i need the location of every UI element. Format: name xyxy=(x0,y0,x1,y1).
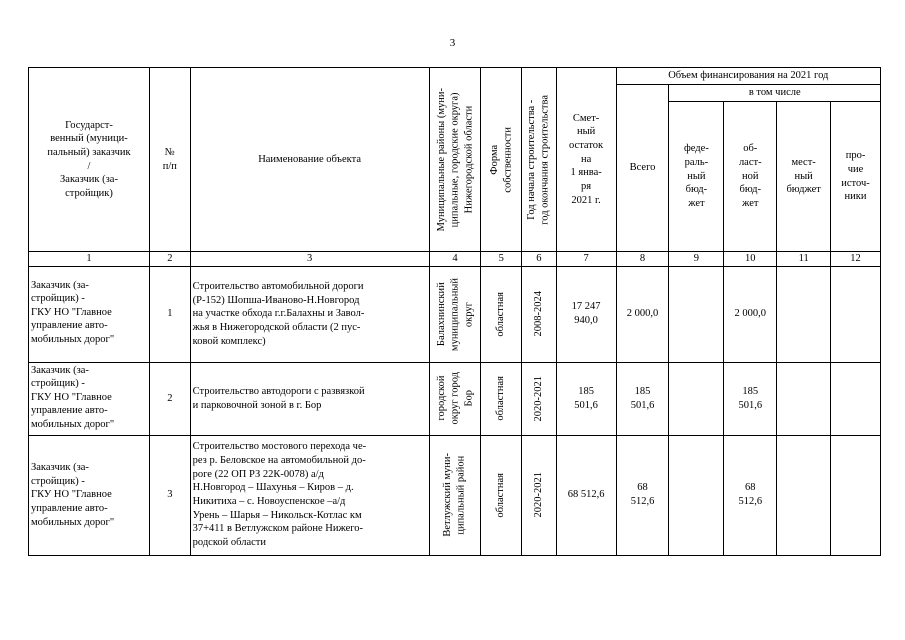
header-districts xyxy=(429,68,481,252)
header-districts-text: Муниципальные районы (муни- ципальные, городские округа) Нижегородской области xyxy=(435,87,474,232)
table-row xyxy=(29,435,881,555)
row-other xyxy=(831,435,881,555)
header-other: про- чие источ- ники xyxy=(831,102,881,252)
row-number: 1 xyxy=(149,266,190,362)
row-other xyxy=(831,266,881,362)
row-district-text: Балахнинский муниципальный округ xyxy=(435,277,474,351)
header-object-name: Наименование объекта xyxy=(190,68,429,252)
header-local: мест- ный бюджет xyxy=(777,102,831,252)
header-total: Всего xyxy=(616,85,669,252)
column-number-row xyxy=(29,252,881,267)
row-ownership-text: областная xyxy=(495,472,507,518)
header-number: № п/п xyxy=(149,68,190,252)
column-number: 12 xyxy=(831,252,881,267)
row-number: 2 xyxy=(149,362,190,435)
header-federal: феде- раль- ный бюд- жет xyxy=(669,102,724,252)
header-ownership-text: Форма собственности xyxy=(488,126,514,193)
financing-table xyxy=(28,67,881,556)
row-ownership xyxy=(481,266,522,362)
table-row xyxy=(29,266,881,362)
row-years xyxy=(522,266,557,362)
row-federal xyxy=(669,435,724,555)
row-district-text: Ветлужский муни- ципальный район xyxy=(442,453,467,537)
row-ownership xyxy=(481,362,522,435)
column-number: 10 xyxy=(724,252,777,267)
row-object-name: Строительство мостового перехода че- рез р. Беловское на автомобильной до- роге (22 ОП РЗ 22К-0078) а/д Н.Новгород – Шахунья – Киров – д. Никитиха – с. Новоуспенское –а/д Урень – Шарья – Никольск-Котлас км 37+411 в Ветлужском районе Нижего- родской области xyxy=(190,435,429,555)
header-customer: Государст- венный (муници- пальный) заказчик / Заказчик (за- стройщик) xyxy=(29,68,150,252)
row-other xyxy=(831,362,881,435)
column-number: 2 xyxy=(149,252,190,267)
header-years-text: Год начала строительства - год окончания строительства xyxy=(526,94,551,225)
header-remaining: Смет- ный остаток на 1 янва- ря 2021 г. xyxy=(556,68,616,252)
column-number: 9 xyxy=(669,252,724,267)
row-customer: Заказчик (за- стройщик) - ГКУ НО "Главное управление авто- мобильных дорог" xyxy=(29,435,150,555)
header-years xyxy=(522,68,557,252)
row-district xyxy=(429,266,481,362)
row-years-text: 2020-2021 xyxy=(533,375,544,422)
row-ownership-text: областная xyxy=(495,291,507,337)
column-number: 7 xyxy=(556,252,616,267)
header-ownership xyxy=(481,68,522,252)
row-remaining: 17 247 940,0 xyxy=(556,266,616,362)
row-number: 3 xyxy=(149,435,190,555)
row-remaining: 185 501,6 xyxy=(556,362,616,435)
row-customer: Заказчик (за- стройщик) - ГКУ НО "Главное управление авто- мобильных дорог" xyxy=(29,266,150,362)
row-customer: Заказчик (за- стройщик) - ГКУ НО "Главное управление авто- мобильных дорог" xyxy=(29,362,150,435)
column-number: 3 xyxy=(190,252,429,267)
row-years-text: 2008-2024 xyxy=(533,291,544,337)
row-total: 68 512,6 xyxy=(616,435,669,555)
row-federal xyxy=(669,266,724,362)
column-number: 5 xyxy=(481,252,522,267)
row-ownership xyxy=(481,435,522,555)
row-remaining: 68 512,6 xyxy=(556,435,616,555)
row-years xyxy=(522,435,557,555)
column-number: 6 xyxy=(522,252,557,267)
row-object-name: Строительство автомобильной дороги (Р-152) Шопша-Иваново-Н.Новгород на участке обхода г.г.Балахны и Завол- жья в Нижегородской области (2 пус- ковой комплекс) xyxy=(190,266,429,362)
row-total: 2 000,0 xyxy=(616,266,669,362)
row-ownership-text: областная xyxy=(495,376,507,421)
row-total: 185 501,6 xyxy=(616,362,669,435)
row-regional: 2 000,0 xyxy=(724,266,777,362)
row-regional: 185 501,6 xyxy=(724,362,777,435)
header-funding-title: Объем финансирования на 2021 год xyxy=(616,68,880,85)
column-number: 8 xyxy=(616,252,669,267)
row-federal xyxy=(669,362,724,435)
row-local xyxy=(777,266,831,362)
column-number: 4 xyxy=(429,252,481,267)
row-object-name: Строительство автодороги с развязкой и парковочной зоной в г. Бор xyxy=(190,362,429,435)
page-number: 3 xyxy=(449,37,456,49)
row-local xyxy=(777,362,831,435)
row-years xyxy=(522,362,557,435)
row-district xyxy=(429,362,481,435)
row-local xyxy=(777,435,831,555)
row-regional: 68 512,6 xyxy=(724,435,777,555)
column-number: 11 xyxy=(777,252,831,267)
table-row xyxy=(29,362,881,435)
header-regional: об- ласт- ной бюд- жет xyxy=(724,102,777,252)
column-number: 1 xyxy=(29,252,150,267)
row-district xyxy=(429,435,481,555)
row-years-text: 2020-2021 xyxy=(533,472,544,518)
row-district-text: городской округ город Бор xyxy=(435,372,474,425)
header-including: в том числе xyxy=(669,85,881,102)
